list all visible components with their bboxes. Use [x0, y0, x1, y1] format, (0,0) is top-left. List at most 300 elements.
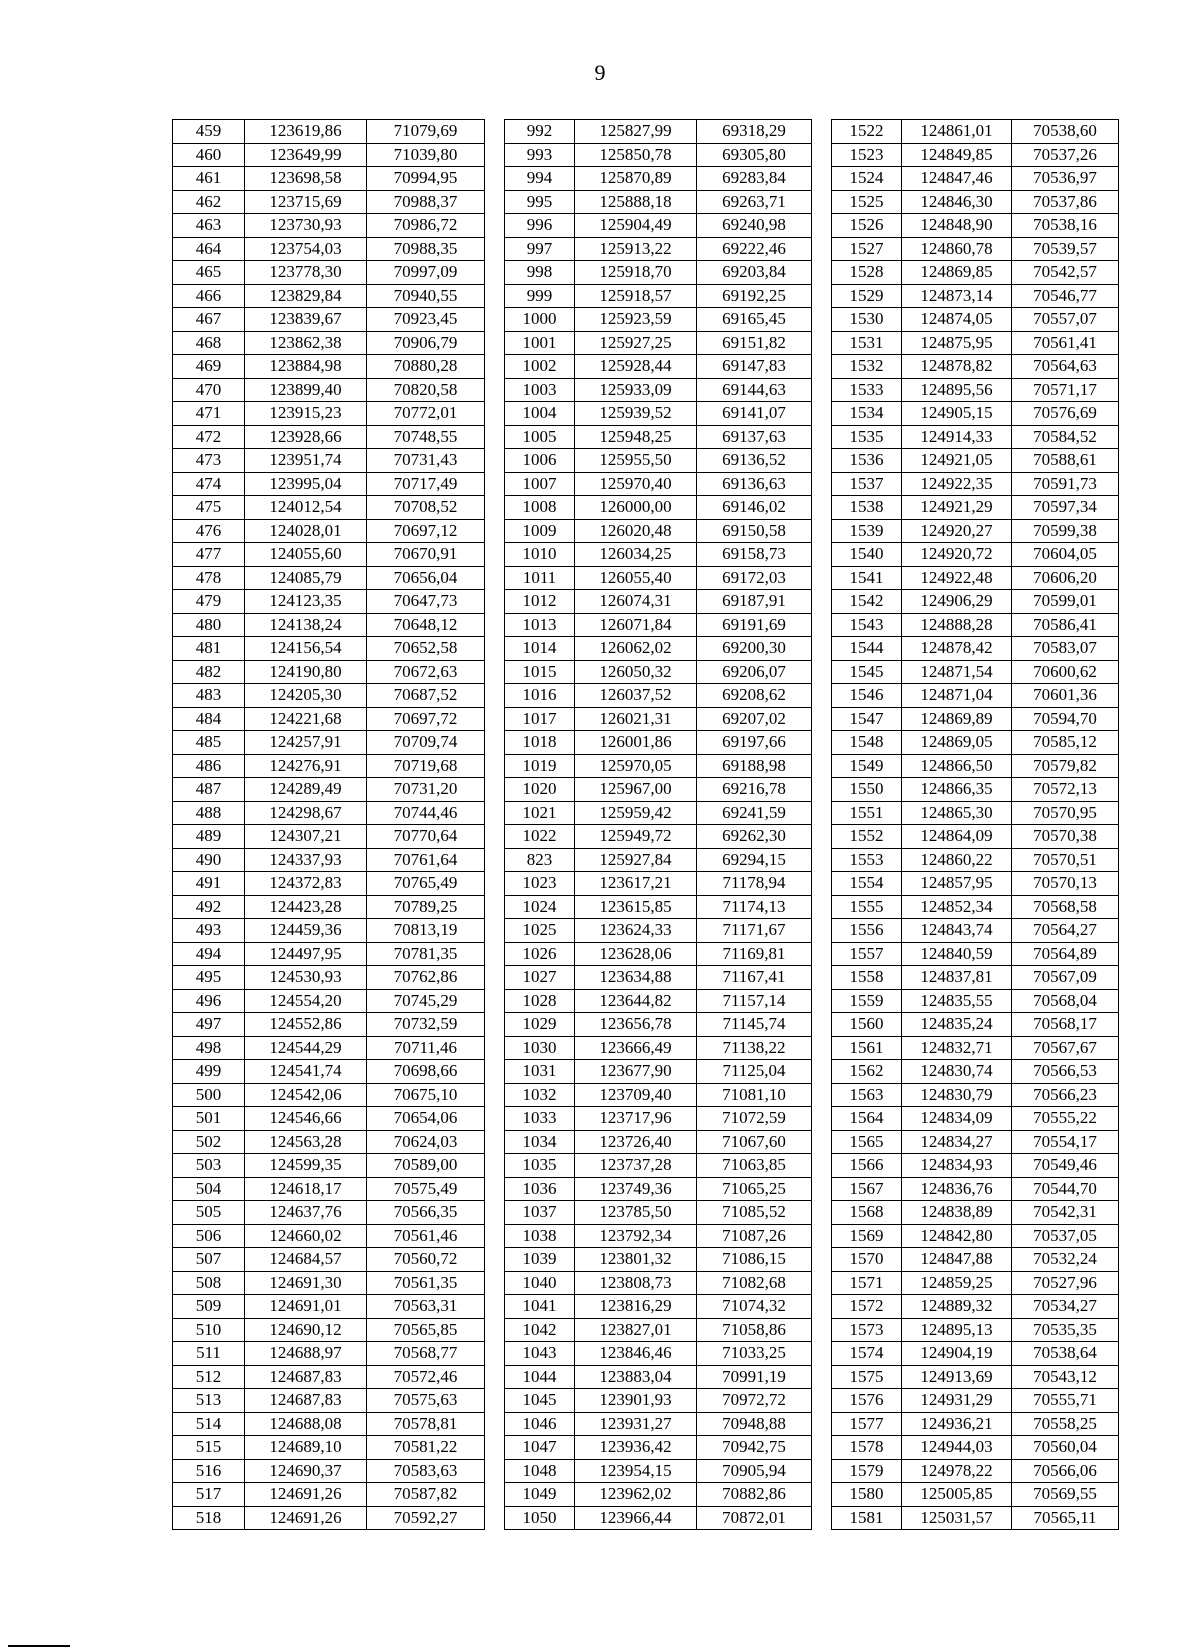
y-coordinate-cell: 69146,02 — [697, 496, 812, 520]
y-coordinate-cell: 70652,58 — [367, 637, 485, 661]
point-number-cell: 993 — [505, 143, 575, 167]
column-gap — [812, 190, 832, 214]
x-coordinate-cell: 124864,09 — [902, 825, 1012, 849]
x-coordinate-cell: 124875,95 — [902, 331, 1012, 355]
column-gap — [812, 684, 832, 708]
x-coordinate-cell: 124906,29 — [902, 590, 1012, 614]
y-coordinate-cell: 70569,55 — [1012, 1483, 1119, 1507]
point-number-cell: 1554 — [832, 872, 902, 896]
point-number-cell: 489 — [173, 825, 245, 849]
y-coordinate-cell: 70583,07 — [1012, 637, 1119, 661]
column-gap — [485, 1271, 505, 1295]
column-gap — [812, 1107, 832, 1131]
column-gap — [812, 355, 832, 379]
y-coordinate-cell: 70537,86 — [1012, 190, 1119, 214]
x-coordinate-cell: 123709,40 — [575, 1083, 697, 1107]
x-coordinate-cell: 125955,50 — [575, 449, 697, 473]
y-coordinate-cell: 69192,25 — [697, 284, 812, 308]
point-number-cell: 487 — [173, 778, 245, 802]
x-coordinate-cell: 124931,29 — [902, 1389, 1012, 1413]
x-coordinate-cell: 123899,40 — [245, 378, 367, 402]
column-gap — [812, 919, 832, 943]
point-number-cell: 1570 — [832, 1248, 902, 1272]
x-coordinate-cell: 123628,06 — [575, 942, 697, 966]
y-coordinate-cell: 70942,75 — [697, 1436, 812, 1460]
table-row — [173, 590, 1119, 614]
table-row — [173, 1365, 1119, 1389]
y-coordinate-cell: 70584,52 — [1012, 425, 1119, 449]
point-number-cell: 475 — [173, 496, 245, 520]
point-number-cell: 509 — [173, 1295, 245, 1319]
point-number-cell: 1026 — [505, 942, 575, 966]
point-number-cell: 1013 — [505, 613, 575, 637]
x-coordinate-cell: 124276,91 — [245, 754, 367, 778]
column-gap — [485, 1201, 505, 1225]
x-coordinate-cell: 124842,80 — [902, 1224, 1012, 1248]
x-coordinate-cell: 124660,02 — [245, 1224, 367, 1248]
point-number-cell: 468 — [173, 331, 245, 355]
y-coordinate-cell: 69208,62 — [697, 684, 812, 708]
x-coordinate-cell: 123634,88 — [575, 966, 697, 990]
table-row — [173, 1130, 1119, 1154]
point-number-cell: 1566 — [832, 1154, 902, 1178]
x-coordinate-cell: 124563,28 — [245, 1130, 367, 1154]
point-number-cell: 1045 — [505, 1389, 575, 1413]
point-number-cell: 1027 — [505, 966, 575, 990]
x-coordinate-cell: 126020,48 — [575, 519, 697, 543]
table-row — [173, 1459, 1119, 1483]
point-number-cell: 1037 — [505, 1201, 575, 1225]
table-row — [173, 1436, 1119, 1460]
point-number-cell: 1532 — [832, 355, 902, 379]
x-coordinate-cell: 123936,42 — [575, 1436, 697, 1460]
point-number-cell: 499 — [173, 1060, 245, 1084]
point-number-cell: 996 — [505, 214, 575, 238]
point-number-cell: 1010 — [505, 543, 575, 567]
y-coordinate-cell: 70538,16 — [1012, 214, 1119, 238]
column-gap — [812, 519, 832, 543]
x-coordinate-cell: 124012,54 — [245, 496, 367, 520]
table-row — [173, 1248, 1119, 1272]
table-row — [173, 1412, 1119, 1436]
y-coordinate-cell: 70561,35 — [367, 1271, 485, 1295]
point-number-cell: 1049 — [505, 1483, 575, 1507]
y-coordinate-cell: 70567,67 — [1012, 1036, 1119, 1060]
column-gap — [485, 707, 505, 731]
y-coordinate-cell: 70576,69 — [1012, 402, 1119, 426]
x-coordinate-cell: 124554,20 — [245, 989, 367, 1013]
y-coordinate-cell: 70994,95 — [367, 167, 485, 191]
column-gap — [812, 1036, 832, 1060]
x-coordinate-cell: 123846,46 — [575, 1342, 697, 1366]
point-number-cell: 1542 — [832, 590, 902, 614]
y-coordinate-cell: 70572,46 — [367, 1365, 485, 1389]
point-number-cell: 1002 — [505, 355, 575, 379]
point-number-cell: 508 — [173, 1271, 245, 1295]
y-coordinate-cell: 70535,35 — [1012, 1318, 1119, 1342]
y-coordinate-cell: 70594,70 — [1012, 707, 1119, 731]
y-coordinate-cell: 69262,30 — [697, 825, 812, 849]
point-number-cell: 1525 — [832, 190, 902, 214]
x-coordinate-cell: 124834,27 — [902, 1130, 1012, 1154]
x-coordinate-cell: 124688,08 — [245, 1412, 367, 1436]
x-coordinate-cell: 126062,02 — [575, 637, 697, 661]
x-coordinate-cell: 124123,35 — [245, 590, 367, 614]
x-coordinate-cell: 124878,42 — [902, 637, 1012, 661]
point-number-cell: 472 — [173, 425, 245, 449]
y-coordinate-cell: 70564,89 — [1012, 942, 1119, 966]
point-number-cell: 1023 — [505, 872, 575, 896]
x-coordinate-cell: 124085,79 — [245, 566, 367, 590]
x-coordinate-cell: 123915,23 — [245, 402, 367, 426]
y-coordinate-cell: 70558,25 — [1012, 1412, 1119, 1436]
x-coordinate-cell: 124689,10 — [245, 1436, 367, 1460]
y-coordinate-cell: 69263,71 — [697, 190, 812, 214]
point-number-cell: 1563 — [832, 1083, 902, 1107]
x-coordinate-cell: 124028,01 — [245, 519, 367, 543]
point-number-cell: 516 — [173, 1459, 245, 1483]
column-gap — [485, 825, 505, 849]
point-number-cell: 1581 — [832, 1506, 902, 1530]
point-number-cell: 1534 — [832, 402, 902, 426]
column-gap — [485, 1318, 505, 1342]
x-coordinate-cell: 124690,37 — [245, 1459, 367, 1483]
x-coordinate-cell: 124156,54 — [245, 637, 367, 661]
y-coordinate-cell: 69305,80 — [697, 143, 812, 167]
point-number-cell: 1044 — [505, 1365, 575, 1389]
point-number-cell: 1541 — [832, 566, 902, 590]
y-coordinate-cell: 70566,35 — [367, 1201, 485, 1225]
point-number-cell: 1007 — [505, 472, 575, 496]
y-coordinate-cell: 71178,94 — [697, 872, 812, 896]
y-coordinate-cell: 71086,15 — [697, 1248, 812, 1272]
table-row — [173, 825, 1119, 849]
table-row — [173, 1107, 1119, 1131]
x-coordinate-cell: 123754,03 — [245, 237, 367, 261]
y-coordinate-cell: 70597,34 — [1012, 496, 1119, 520]
point-number-cell: 995 — [505, 190, 575, 214]
table-row — [173, 566, 1119, 590]
column-gap — [812, 825, 832, 849]
y-coordinate-cell: 70719,68 — [367, 754, 485, 778]
point-number-cell: 500 — [173, 1083, 245, 1107]
y-coordinate-cell: 70561,46 — [367, 1224, 485, 1248]
point-number-cell: 1028 — [505, 989, 575, 1013]
x-coordinate-cell: 124861,01 — [902, 120, 1012, 144]
point-number-cell: 494 — [173, 942, 245, 966]
point-number-cell: 1004 — [505, 402, 575, 426]
point-number-cell: 481 — [173, 637, 245, 661]
x-coordinate-cell: 124684,57 — [245, 1248, 367, 1272]
y-coordinate-cell: 70624,03 — [367, 1130, 485, 1154]
point-number-cell: 460 — [173, 143, 245, 167]
column-gap — [812, 778, 832, 802]
y-coordinate-cell: 71125,04 — [697, 1060, 812, 1084]
y-coordinate-cell: 70948,88 — [697, 1412, 812, 1436]
x-coordinate-cell: 123656,78 — [575, 1013, 697, 1037]
y-coordinate-cell: 70561,41 — [1012, 331, 1119, 355]
point-number-cell: 1533 — [832, 378, 902, 402]
y-coordinate-cell: 70542,31 — [1012, 1201, 1119, 1225]
point-number-cell: 1524 — [832, 167, 902, 191]
column-gap — [812, 284, 832, 308]
point-number-cell: 483 — [173, 684, 245, 708]
x-coordinate-cell: 124869,05 — [902, 731, 1012, 755]
x-coordinate-cell: 123951,74 — [245, 449, 367, 473]
x-coordinate-cell: 125850,78 — [575, 143, 697, 167]
x-coordinate-cell: 124138,24 — [245, 613, 367, 637]
x-coordinate-cell: 124687,83 — [245, 1365, 367, 1389]
x-coordinate-cell: 124552,86 — [245, 1013, 367, 1037]
column-gap — [485, 378, 505, 402]
point-number-cell: 514 — [173, 1412, 245, 1436]
point-number-cell: 497 — [173, 1013, 245, 1037]
x-coordinate-cell: 124691,01 — [245, 1295, 367, 1319]
x-coordinate-cell: 123726,40 — [575, 1130, 697, 1154]
x-coordinate-cell: 124190,80 — [245, 660, 367, 684]
column-gap — [485, 1083, 505, 1107]
x-coordinate-cell: 124865,30 — [902, 801, 1012, 825]
column-gap — [485, 660, 505, 684]
x-coordinate-cell: 124846,30 — [902, 190, 1012, 214]
y-coordinate-cell: 69136,52 — [697, 449, 812, 473]
x-coordinate-cell: 124372,83 — [245, 872, 367, 896]
x-coordinate-cell: 124857,95 — [902, 872, 1012, 896]
y-coordinate-cell: 70572,13 — [1012, 778, 1119, 802]
column-gap — [485, 942, 505, 966]
x-coordinate-cell: 123827,01 — [575, 1318, 697, 1342]
table-row — [173, 684, 1119, 708]
y-coordinate-cell: 69150,58 — [697, 519, 812, 543]
point-number-cell: 1025 — [505, 919, 575, 943]
y-coordinate-cell: 71138,22 — [697, 1036, 812, 1060]
y-coordinate-cell: 70697,12 — [367, 519, 485, 543]
point-number-cell: 505 — [173, 1201, 245, 1225]
x-coordinate-cell: 124860,78 — [902, 237, 1012, 261]
y-coordinate-cell: 70527,96 — [1012, 1271, 1119, 1295]
point-number-cell: 1046 — [505, 1412, 575, 1436]
y-coordinate-cell: 71033,25 — [697, 1342, 812, 1366]
point-number-cell: 1034 — [505, 1130, 575, 1154]
point-number-cell: 1572 — [832, 1295, 902, 1319]
point-number-cell: 1526 — [832, 214, 902, 238]
point-number-cell: 1557 — [832, 942, 902, 966]
x-coordinate-cell: 123730,93 — [245, 214, 367, 238]
x-coordinate-cell: 126001,86 — [575, 731, 697, 755]
table-row — [173, 167, 1119, 191]
column-gap — [485, 1342, 505, 1366]
x-coordinate-cell: 123644,82 — [575, 989, 697, 1013]
point-number-cell: 1548 — [832, 731, 902, 755]
table-row — [173, 660, 1119, 684]
point-number-cell: 998 — [505, 261, 575, 285]
x-coordinate-cell: 124905,15 — [902, 402, 1012, 426]
column-gap — [812, 566, 832, 590]
x-coordinate-cell: 124307,21 — [245, 825, 367, 849]
point-number-cell: 1042 — [505, 1318, 575, 1342]
point-number-cell: 1020 — [505, 778, 575, 802]
column-gap — [485, 1036, 505, 1060]
point-number-cell: 1016 — [505, 684, 575, 708]
y-coordinate-cell: 70568,77 — [367, 1342, 485, 1366]
y-coordinate-cell: 70745,29 — [367, 989, 485, 1013]
y-coordinate-cell: 70606,20 — [1012, 566, 1119, 590]
point-number-cell: 1523 — [832, 143, 902, 167]
x-coordinate-cell: 124869,89 — [902, 707, 1012, 731]
y-coordinate-cell: 70905,94 — [697, 1459, 812, 1483]
y-coordinate-cell: 69191,69 — [697, 613, 812, 637]
x-coordinate-cell: 124866,35 — [902, 778, 1012, 802]
column-gap — [485, 331, 505, 355]
column-gap — [485, 1295, 505, 1319]
x-coordinate-cell: 124832,71 — [902, 1036, 1012, 1060]
y-coordinate-cell: 70986,72 — [367, 214, 485, 238]
column-gap — [812, 496, 832, 520]
x-coordinate-cell: 124978,22 — [902, 1459, 1012, 1483]
x-coordinate-cell: 124221,68 — [245, 707, 367, 731]
y-coordinate-cell: 70789,25 — [367, 895, 485, 919]
x-coordinate-cell: 125967,00 — [575, 778, 697, 802]
point-number-cell: 486 — [173, 754, 245, 778]
y-coordinate-cell: 70708,52 — [367, 496, 485, 520]
point-number-cell: 1538 — [832, 496, 902, 520]
y-coordinate-cell: 69200,30 — [697, 637, 812, 661]
column-gap — [485, 496, 505, 520]
point-number-cell: 1575 — [832, 1365, 902, 1389]
point-number-cell: 465 — [173, 261, 245, 285]
x-coordinate-cell: 124895,13 — [902, 1318, 1012, 1342]
y-coordinate-cell: 70578,81 — [367, 1412, 485, 1436]
x-coordinate-cell: 126050,32 — [575, 660, 697, 684]
y-coordinate-cell: 69172,03 — [697, 566, 812, 590]
point-number-cell: 518 — [173, 1506, 245, 1530]
x-coordinate-cell: 124847,46 — [902, 167, 1012, 191]
column-gap — [812, 1271, 832, 1295]
point-number-cell: 1032 — [505, 1083, 575, 1107]
column-gap — [812, 637, 832, 661]
y-coordinate-cell: 70536,97 — [1012, 167, 1119, 191]
x-coordinate-cell: 125933,09 — [575, 378, 697, 402]
x-coordinate-cell: 124920,27 — [902, 519, 1012, 543]
table-row — [173, 637, 1119, 661]
point-number-cell: 488 — [173, 801, 245, 825]
point-number-cell: 462 — [173, 190, 245, 214]
table-row — [173, 731, 1119, 755]
table-row — [173, 1083, 1119, 1107]
table-row — [173, 1318, 1119, 1342]
x-coordinate-cell: 123666,49 — [575, 1036, 697, 1060]
column-gap — [485, 801, 505, 825]
point-number-cell: 1536 — [832, 449, 902, 473]
x-coordinate-cell: 124873,14 — [902, 284, 1012, 308]
point-number-cell: 515 — [173, 1436, 245, 1460]
point-number-cell: 490 — [173, 848, 245, 872]
table-row — [173, 707, 1119, 731]
point-number-cell: 461 — [173, 167, 245, 191]
column-gap — [812, 660, 832, 684]
point-number-cell: 498 — [173, 1036, 245, 1060]
point-number-cell: 1573 — [832, 1318, 902, 1342]
table-row — [173, 1177, 1119, 1201]
x-coordinate-cell: 124852,34 — [902, 895, 1012, 919]
y-coordinate-cell: 70565,85 — [367, 1318, 485, 1342]
y-coordinate-cell: 70571,17 — [1012, 378, 1119, 402]
column-gap — [812, 237, 832, 261]
column-gap — [812, 472, 832, 496]
y-coordinate-cell: 70588,61 — [1012, 449, 1119, 473]
x-coordinate-cell: 123862,38 — [245, 331, 367, 355]
x-coordinate-cell: 124849,85 — [902, 143, 1012, 167]
coordinates-table-body — [173, 120, 1119, 1530]
point-number-cell: 1547 — [832, 707, 902, 731]
point-number-cell: 1539 — [832, 519, 902, 543]
column-gap — [485, 1107, 505, 1131]
column-gap — [812, 989, 832, 1013]
coordinates-table — [172, 119, 1119, 1530]
point-number-cell: 503 — [173, 1154, 245, 1178]
column-gap — [485, 731, 505, 755]
footer-rule — [8, 1645, 70, 1647]
point-number-cell: 1551 — [832, 801, 902, 825]
point-number-cell: 470 — [173, 378, 245, 402]
y-coordinate-cell: 71065,25 — [697, 1177, 812, 1201]
x-coordinate-cell: 125927,25 — [575, 331, 697, 355]
x-coordinate-cell: 124688,97 — [245, 1342, 367, 1366]
x-coordinate-cell: 125918,57 — [575, 284, 697, 308]
column-gap — [485, 1506, 505, 1530]
column-gap — [812, 1342, 832, 1366]
y-coordinate-cell: 69141,07 — [697, 402, 812, 426]
y-coordinate-cell: 70697,72 — [367, 707, 485, 731]
x-coordinate-cell: 123737,28 — [575, 1154, 697, 1178]
column-gap — [485, 425, 505, 449]
column-gap — [485, 519, 505, 543]
column-gap — [812, 1295, 832, 1319]
point-number-cell: 1558 — [832, 966, 902, 990]
table-row — [173, 1013, 1119, 1037]
x-coordinate-cell: 125827,99 — [575, 120, 697, 144]
x-coordinate-cell: 125959,42 — [575, 801, 697, 825]
table-row — [173, 919, 1119, 943]
point-number-cell: 1003 — [505, 378, 575, 402]
x-coordinate-cell: 124921,05 — [902, 449, 1012, 473]
y-coordinate-cell: 70570,51 — [1012, 848, 1119, 872]
x-coordinate-cell: 124859,25 — [902, 1271, 1012, 1295]
x-coordinate-cell: 125913,22 — [575, 237, 697, 261]
table-row — [173, 402, 1119, 426]
y-coordinate-cell: 70583,63 — [367, 1459, 485, 1483]
column-gap — [812, 590, 832, 614]
point-number-cell: 1569 — [832, 1224, 902, 1248]
column-gap — [485, 261, 505, 285]
x-coordinate-cell: 123792,34 — [575, 1224, 697, 1248]
x-coordinate-cell: 126074,31 — [575, 590, 697, 614]
y-coordinate-cell: 70906,79 — [367, 331, 485, 355]
y-coordinate-cell: 71087,26 — [697, 1224, 812, 1248]
x-coordinate-cell: 123883,04 — [575, 1365, 697, 1389]
column-gap — [485, 1248, 505, 1272]
point-number-cell: 1000 — [505, 308, 575, 332]
x-coordinate-cell: 124691,26 — [245, 1483, 367, 1507]
x-coordinate-cell: 123816,29 — [575, 1295, 697, 1319]
point-number-cell: 495 — [173, 966, 245, 990]
y-coordinate-cell: 70731,20 — [367, 778, 485, 802]
column-gap — [812, 1130, 832, 1154]
column-gap — [812, 1436, 832, 1460]
point-number-cell: 1024 — [505, 895, 575, 919]
y-coordinate-cell: 70717,49 — [367, 472, 485, 496]
x-coordinate-cell: 124904,19 — [902, 1342, 1012, 1366]
